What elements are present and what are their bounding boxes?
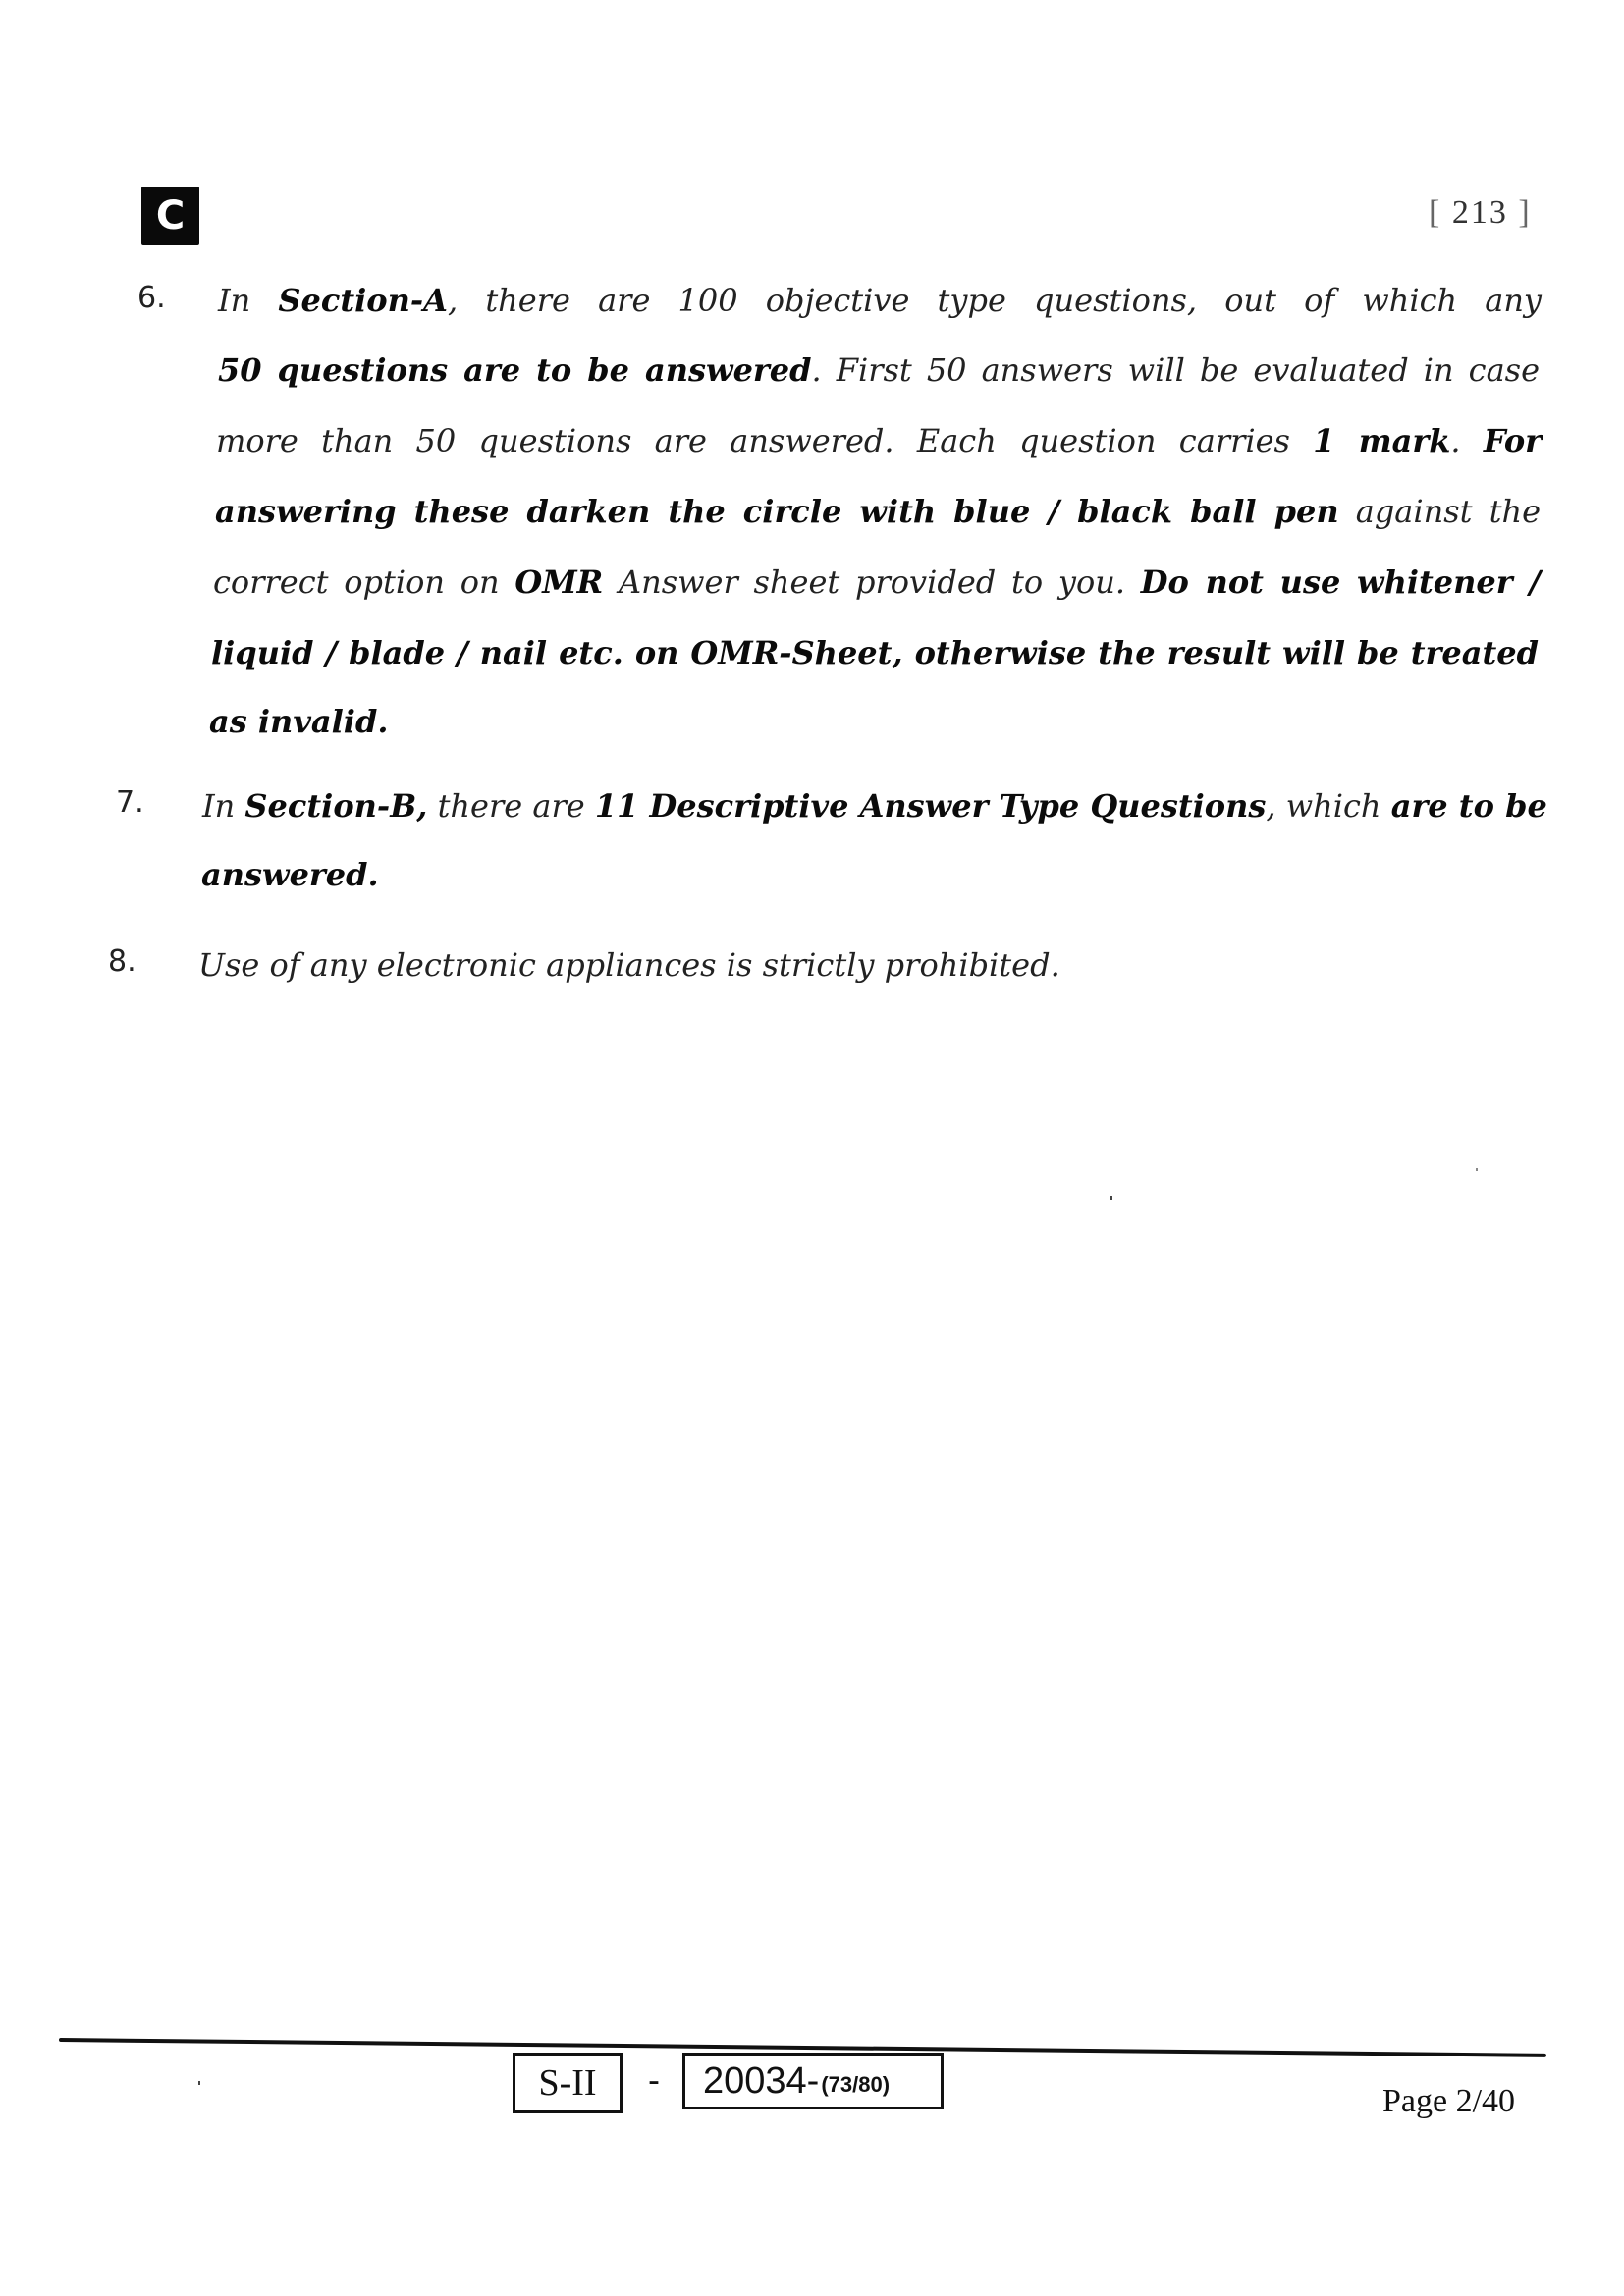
body-text: , which [1266, 787, 1391, 825]
set-letter: C [155, 193, 186, 239]
body-text: , there are 100 objective type questions, out of which any [448, 282, 1542, 319]
instruction-line [201, 856, 379, 893]
emphasis-text: liquid / blade / nail etc. on OMR-Sheet, otherwise the result will be treated [211, 634, 1539, 671]
emphasis-text: 50 questions are to be answered [218, 351, 812, 389]
emphasis-text: 11 Descriptive Answer Type Questions [594, 787, 1267, 825]
body-text: . [1450, 422, 1484, 459]
series-box [513, 2053, 623, 2113]
body-text: Answer sheet provided to you. [603, 563, 1141, 601]
emphasis-text: OMR [514, 563, 604, 601]
emphasis-text: Do not use whitener / [1140, 563, 1542, 601]
body-text: In [202, 787, 245, 825]
instruction-line [216, 422, 1542, 459]
paper-code-suffix: (73/80) [821, 2072, 891, 2097]
body-text: more than 50 questions are answered. Each question carries [216, 422, 1314, 459]
set-c-badge [141, 187, 199, 245]
instruction-number: 7. [116, 785, 144, 820]
instruction-line [218, 282, 1542, 319]
scan-speck [1476, 1168, 1478, 1171]
scan-speck [1110, 1196, 1112, 1200]
footer-separator: - [648, 2059, 660, 2100]
scan-speck [198, 2081, 200, 2085]
instruction-line [209, 703, 388, 740]
body-text: . First 50 answers will be evaluated in case [811, 351, 1541, 389]
instruction-line [211, 634, 1539, 671]
body-text: there are [427, 787, 595, 825]
emphasis-text: as invalid. [209, 703, 389, 740]
instruction-line [215, 493, 1541, 530]
emphasis-text: are to be [1390, 787, 1547, 825]
series-label: S-II [538, 2062, 597, 2104]
body-text: against the [1338, 493, 1542, 530]
instruction-line [218, 351, 1540, 389]
emphasis-text: Section-A [278, 282, 448, 319]
body-text: correct option on [213, 563, 515, 601]
instruction-line [213, 563, 1541, 601]
page-reference: [ 213 ] [1429, 194, 1532, 231]
instruction-line [198, 946, 1060, 984]
instruction-number: 8. [108, 944, 136, 979]
page-number: Page 2/40 [1382, 2083, 1516, 2119]
emphasis-text: Section-B, [244, 787, 428, 825]
page-reference-number: 213 [1451, 194, 1508, 231]
body-text: Use of any electronic appliances is strictly prohibited. [198, 946, 1060, 984]
instruction-number: 6. [137, 281, 166, 315]
emphasis-text: For [1483, 422, 1543, 459]
emphasis-text: answering these darken the circle with blue / black ball pen [215, 493, 1339, 530]
body-text: In [218, 282, 279, 319]
paper-code: 20034- [703, 2059, 820, 2102]
emphasis-text: 1 mark [1313, 422, 1451, 459]
emphasis-text: answered. [201, 856, 379, 893]
instruction-line [202, 787, 1547, 825]
paper-code-box [682, 2053, 944, 2109]
